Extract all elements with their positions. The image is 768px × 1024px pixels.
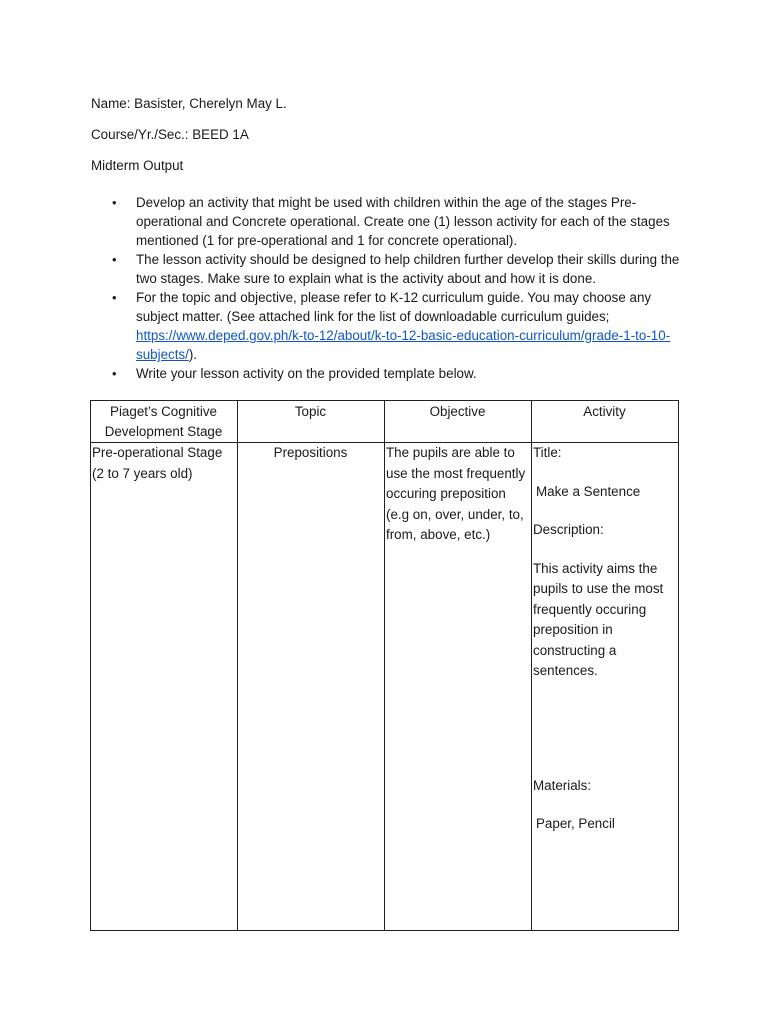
activity-materials-value: Paper, Pencil bbox=[536, 816, 615, 831]
activity-title-label: Title: bbox=[533, 445, 562, 460]
curriculum-guide-link[interactable]: https://www.deped.gov.ph/k-to-12/about/k-to-12-basic-education-curriculum/grade-1-to-10-subjects/ bbox=[136, 328, 671, 362]
header-activity: Activity bbox=[532, 401, 679, 443]
activity-materials-label: Materials: bbox=[533, 777, 592, 793]
bullet-icon: • bbox=[112, 252, 117, 267]
instruction-text: For the topic and objective, please refer to K-12 curriculum guide. You may choose any subject matter. (See attached link for the list of downloadable curriculum guides; bbox=[136, 290, 652, 324]
table-header-row bbox=[91, 401, 679, 443]
instruction-text: Write your lesson activity on the provided template below. bbox=[136, 366, 477, 381]
activity-title-value: Make a Sentence bbox=[536, 483, 641, 499]
bullet-icon: • bbox=[112, 195, 117, 210]
list-item bbox=[0, 288, 681, 364]
header-stage: Piaget’s Cognitive Development Stage bbox=[91, 401, 238, 443]
bullet-icon: • bbox=[112, 290, 117, 305]
student-name: Name: Basister, Cherelyn May L. bbox=[91, 96, 287, 111]
table-row bbox=[91, 443, 679, 931]
activity-description-label: Description: bbox=[533, 522, 604, 537]
instruction-list bbox=[0, 193, 768, 383]
stage-cell: Pre-operational Stage (2 to 7 years old) bbox=[91, 443, 238, 931]
instruction-text: The lesson activity should be designed to help children further develop their skills during the two stages. Make sure to explain what is the activity about and how it is done. bbox=[136, 252, 680, 286]
document-title: Midterm Output bbox=[91, 158, 184, 173]
instruction-text: Develop an activity that might be used with children within the age of the stages Pre-operational and Concrete operational. Create one (1) lesson activity for each of the stages mentioned (1 for pre-operational and 1 for concrete operational). bbox=[136, 195, 670, 248]
objective-cell: The pupils are able to use the most frequently occuring preposition (e.g on, over, under, to, from, above, etc.) bbox=[385, 443, 532, 931]
activity-cell bbox=[532, 443, 679, 931]
list-item bbox=[0, 193, 681, 250]
bullet-icon: • bbox=[112, 366, 117, 381]
header-objective: Objective bbox=[385, 401, 532, 443]
course-section: Course/Yr./Sec.: BEED 1A bbox=[91, 127, 249, 142]
instruction-text-end: ). bbox=[188, 347, 198, 362]
activity-description-value: This activity aims the pupils to use the most frequently occuring preposition in constructing a sentences. bbox=[533, 560, 664, 678]
lesson-activity-table bbox=[90, 400, 679, 931]
topic-cell: Prepositions bbox=[238, 443, 385, 931]
header-topic: Topic bbox=[238, 401, 385, 443]
list-item bbox=[0, 364, 681, 383]
list-item bbox=[0, 250, 681, 288]
